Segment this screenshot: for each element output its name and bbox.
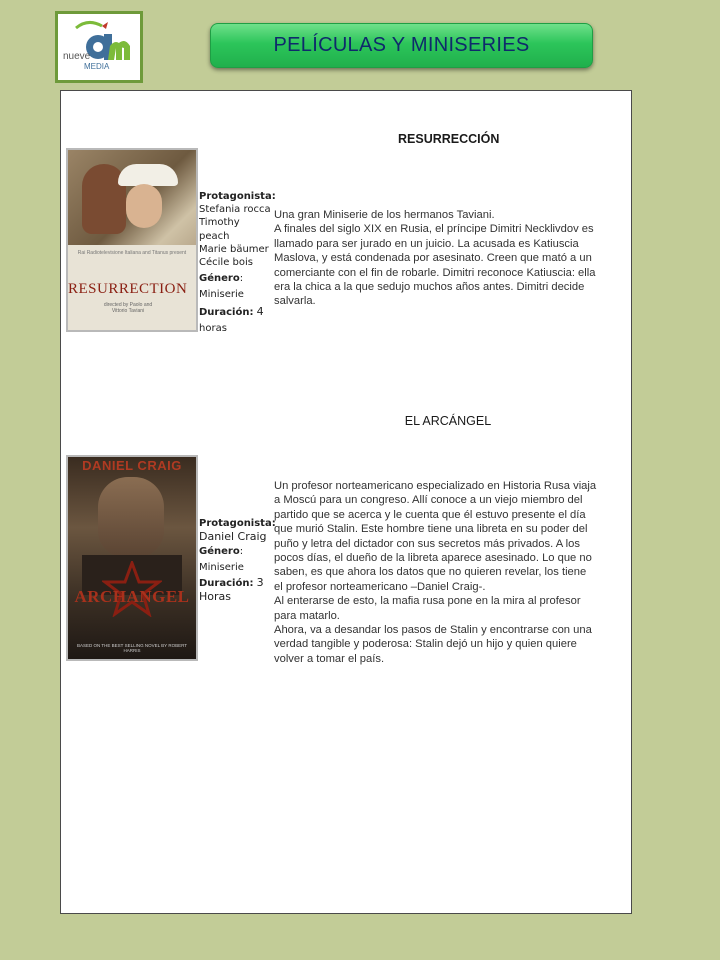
page-title-banner — [210, 23, 593, 68]
poster-figure-woman — [126, 184, 162, 228]
movie-title-resurreccion: RESURRECCIÓN — [398, 132, 500, 146]
duration-unit: horas — [199, 322, 227, 334]
genre-separator: : — [239, 546, 244, 558]
description-line: Ahora, va a desandar los pasos de Stalin y encontrarse con una — [274, 624, 592, 637]
genre-label: Género — [199, 546, 240, 558]
logo-brand-text: nueve — [63, 51, 91, 62]
description-line: a Moscú para un congreso. Allí conoce a un viejo miembro del — [274, 494, 583, 507]
description-line: que murió Stalin. Este hombre tiene una libreta en su poder del — [274, 523, 588, 536]
poster-archangel — [66, 455, 198, 661]
poster-actor-face — [98, 477, 164, 557]
description-line: partido que se acerca y le cuenta que él estuvo presente el día — [274, 508, 586, 521]
credits-resurreccion — [199, 190, 276, 335]
description-line: Un profesor norteamericano especializado en Historia Rusa viaja — [274, 480, 597, 492]
poster-tagline: BASED ON THE BEST SELLING NOVEL BY ROBERT HARRIS — [76, 643, 188, 653]
genre-value: Miniserie — [199, 289, 244, 301]
description-resurreccion — [274, 208, 634, 309]
description-line: saben, es que ahora los datos que no quieren revelar, los tiene — [274, 566, 587, 579]
movie-title-el-arcangel: EL ARCÁNGEL — [404, 414, 492, 428]
description-line: puño y letra del dictador con sus secretos más privados. A los — [274, 537, 580, 550]
description-line: para matarlo. — [274, 609, 340, 622]
description-el-arcangel — [274, 479, 634, 666]
cast-label: Protagonista: — [199, 518, 276, 529]
description-line: volver a tomar el país. — [274, 652, 385, 665]
cast-member: Stefania rocca — [199, 204, 271, 216]
genre-value: Miniserie — [199, 561, 244, 573]
duration-unit: Horas — [199, 590, 231, 604]
cast-member: Timothy peach — [199, 217, 240, 242]
description-line: salvarla. — [274, 295, 316, 308]
duration-number: 3 — [256, 575, 264, 589]
page-title: PELÍCULAS Y MINISERIES — [273, 34, 530, 56]
poster-actor-text: DANIEL CRAIG — [82, 458, 182, 473]
poster-top-credit: Rai Radiotelevisione Italiana and Titanus present — [77, 250, 187, 256]
poster-director-credit: directed by Paolo and Vittorio Taviani — [103, 302, 153, 314]
credits-el-arcangel — [199, 517, 276, 604]
description-line: Maslova, y está condenada por asesinato. Creen que mató a un — [274, 252, 592, 265]
description-line: comerciante con el fin de robarle. Dimitri reconoce Katiuscia: ella — [274, 266, 596, 279]
description-line: Una gran Miniserie de los hermanos Taviani. — [274, 209, 495, 221]
description-line: A finales del siglo XIX en Rusia, el príncipe Dimitri Necklivdov es — [274, 223, 594, 236]
description-line: llamado para ser jurado en un juicio. La acusada es Katiuscia — [274, 237, 579, 250]
description-line: pocos días, el dueño de la libreta aparece asesinado. Lo que no — [274, 552, 592, 565]
description-line: verdad tangible y poderosa: Stalin dejó un hijo y quien quiere — [274, 638, 577, 651]
genre-label: Género — [199, 273, 240, 285]
movie-list-panel — [60, 90, 632, 914]
cast-member: Daniel Craig — [199, 530, 267, 544]
nueve-media-logo — [55, 11, 143, 83]
description-line: Al enterarse de esto, la mafia rusa pone en la mira al profesor — [274, 595, 581, 608]
cast-label: Protagonista: — [199, 191, 276, 202]
poster-title-text: ARCHANGEL — [74, 587, 190, 606]
cast-member: Marie bäumer — [199, 243, 269, 255]
poster-title-text: RESURRECTION — [68, 281, 188, 297]
cast-member: Cécile bois — [199, 257, 253, 269]
poster-figure-hat — [118, 164, 178, 186]
duration-label: Duración: — [199, 577, 254, 589]
duration-number: 4 — [256, 304, 264, 318]
description-line: era la chica a la que sedujo muchos años antes. Dimitri decide — [274, 281, 585, 294]
genre-separator: : — [239, 273, 244, 285]
description-line: el profesor norteamericano –Daniel Craig-. — [274, 580, 486, 593]
duration-label: Duración: — [199, 306, 254, 318]
poster-resurrection — [66, 148, 198, 332]
logo-brand-subtext: MEDIA — [84, 62, 110, 71]
